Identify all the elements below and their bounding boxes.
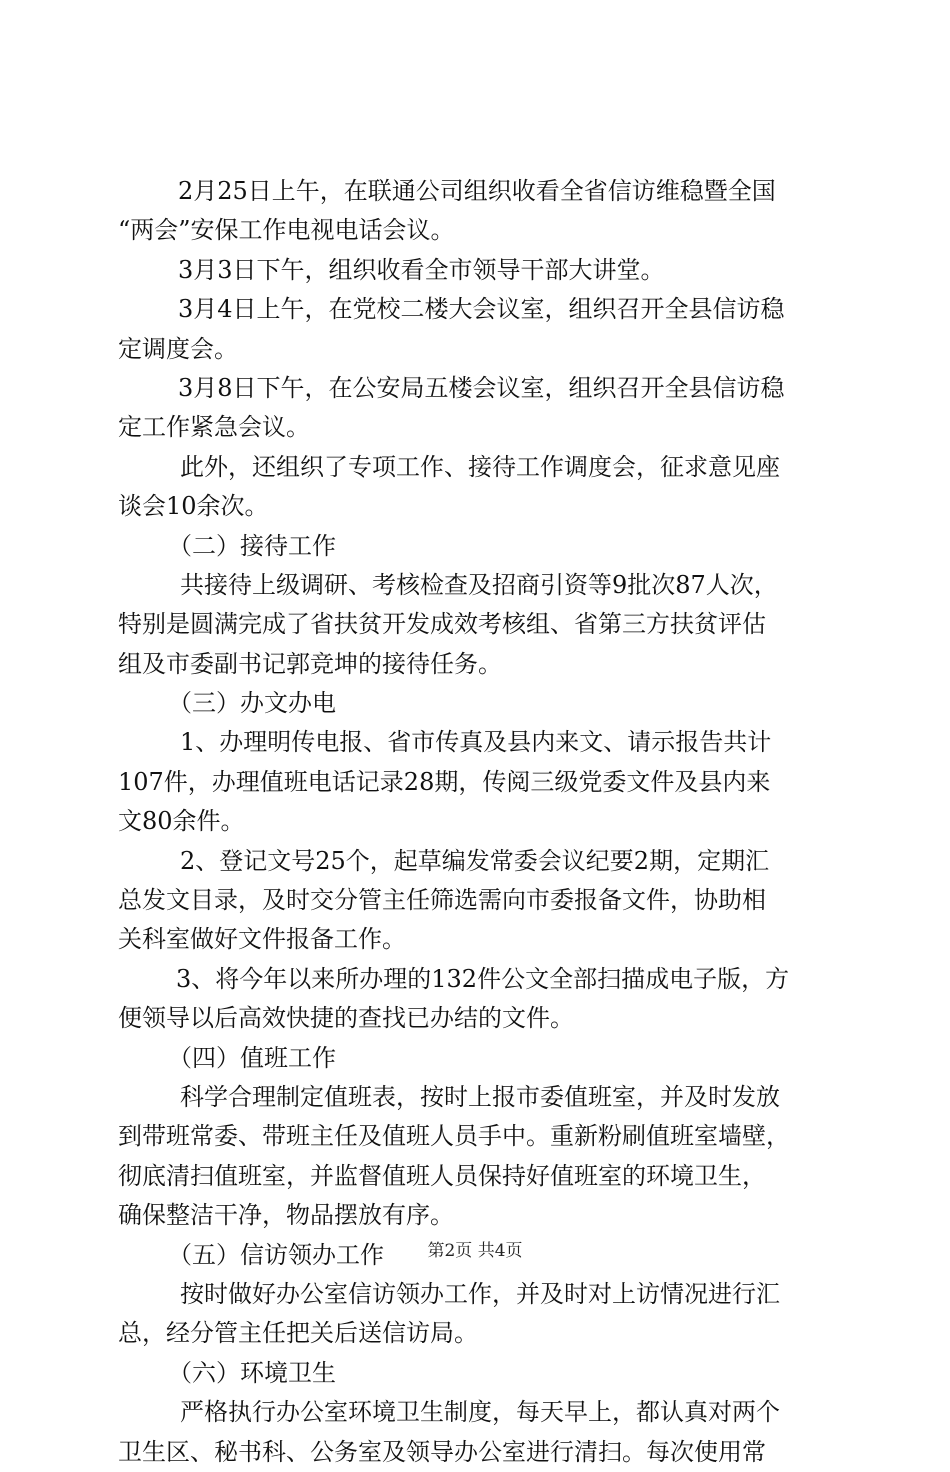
text-line: 组及市委副书记郭竞坤的接待任务。 [118, 649, 502, 678]
text-line: 总，经分管主任把关后送信访局。 [118, 1319, 478, 1348]
text-line: 按时做好办公室信访领办工作，并及时对上访情况进行汇 [180, 1279, 780, 1308]
text-line: 3、将今年以来所办理的132件公文全部扫描成电子版，方 [176, 964, 790, 993]
text-line: 2、登记文号25个，起草编发常委会议纪要2期，定期汇 [180, 846, 770, 875]
page-footer: 第2页 共4页 [427, 1241, 523, 1261]
text-line: （三）办文办电 [168, 689, 336, 718]
text-line: 卫生区、秘书科、公务室及领导办公室进行清扫。每次使用常 [118, 1437, 766, 1466]
text-line: 总发文目录，及时交分管主任筛选需向市委报备文件，协助相 [118, 886, 766, 915]
text-line: 共接待上级调研、考核检查及招商引资等9批次87人次， [180, 570, 778, 599]
text-line: 3月3日下午，组织收看全市领导干部大讲堂。 [178, 255, 665, 284]
text-line: 2月25日上午，在联通公司组织收看全省信访维稳暨全国 [178, 177, 776, 205]
text-line: （四）值班工作 [168, 1043, 336, 1072]
text-line: （五）信访领办工作 [168, 1240, 384, 1269]
text-line: 107件，办理值班电话记录28期，传阅三级党委文件及县内来 [118, 767, 771, 796]
text-line: 便领导以后高效快捷的查找已办结的文件。 [118, 1004, 574, 1033]
text-line: （二）接待工作 [168, 531, 336, 560]
text-line: 定工作紧急会议。 [118, 413, 310, 442]
text-line: 谈会10余次。 [118, 492, 269, 521]
text-line: “两会”安保工作电视电话会议。 [118, 216, 455, 245]
text-line: （六）环境卫生 [168, 1358, 336, 1387]
document-body [118, 172, 833, 1472]
text-line: 3月8日下午，在公安局五楼会议室，组织召开全县信访稳 [178, 373, 785, 402]
text-line: 特别是圆满完成了省扶贫开发成效考核组、省第三方扶贫评估 [118, 610, 766, 639]
text-line: 彻底清扫值班室，并监督值班人员保持好值班室的环境卫生， [118, 1161, 766, 1190]
text-line: 文80余件。 [118, 807, 245, 836]
text-line: 到带班常委、带班主任及值班人员手中。重新粉刷值班室墙壁， [118, 1122, 790, 1151]
text-line: 关科室做好文件报备工作。 [118, 925, 406, 954]
text-line: 1、办理明传电报、省市传真及县内来文、请示报告共计 [180, 728, 772, 757]
text-line: 严格执行办公室环境卫生制度，每天早上，都认真对两个 [180, 1398, 780, 1427]
text-line: 确保整洁干净，物品摆放有序。 [118, 1201, 454, 1230]
text-line: 3月4日上午，在党校二楼大会议室，组织召开全县信访稳 [178, 295, 785, 324]
text-line: 此外，还组织了专项工作、接待工作调度会，征求意见座 [180, 452, 780, 481]
text-line: 定调度会。 [118, 334, 238, 363]
text-line: 科学合理制定值班表，按时上报市委值班室，并及时发放 [180, 1082, 780, 1111]
